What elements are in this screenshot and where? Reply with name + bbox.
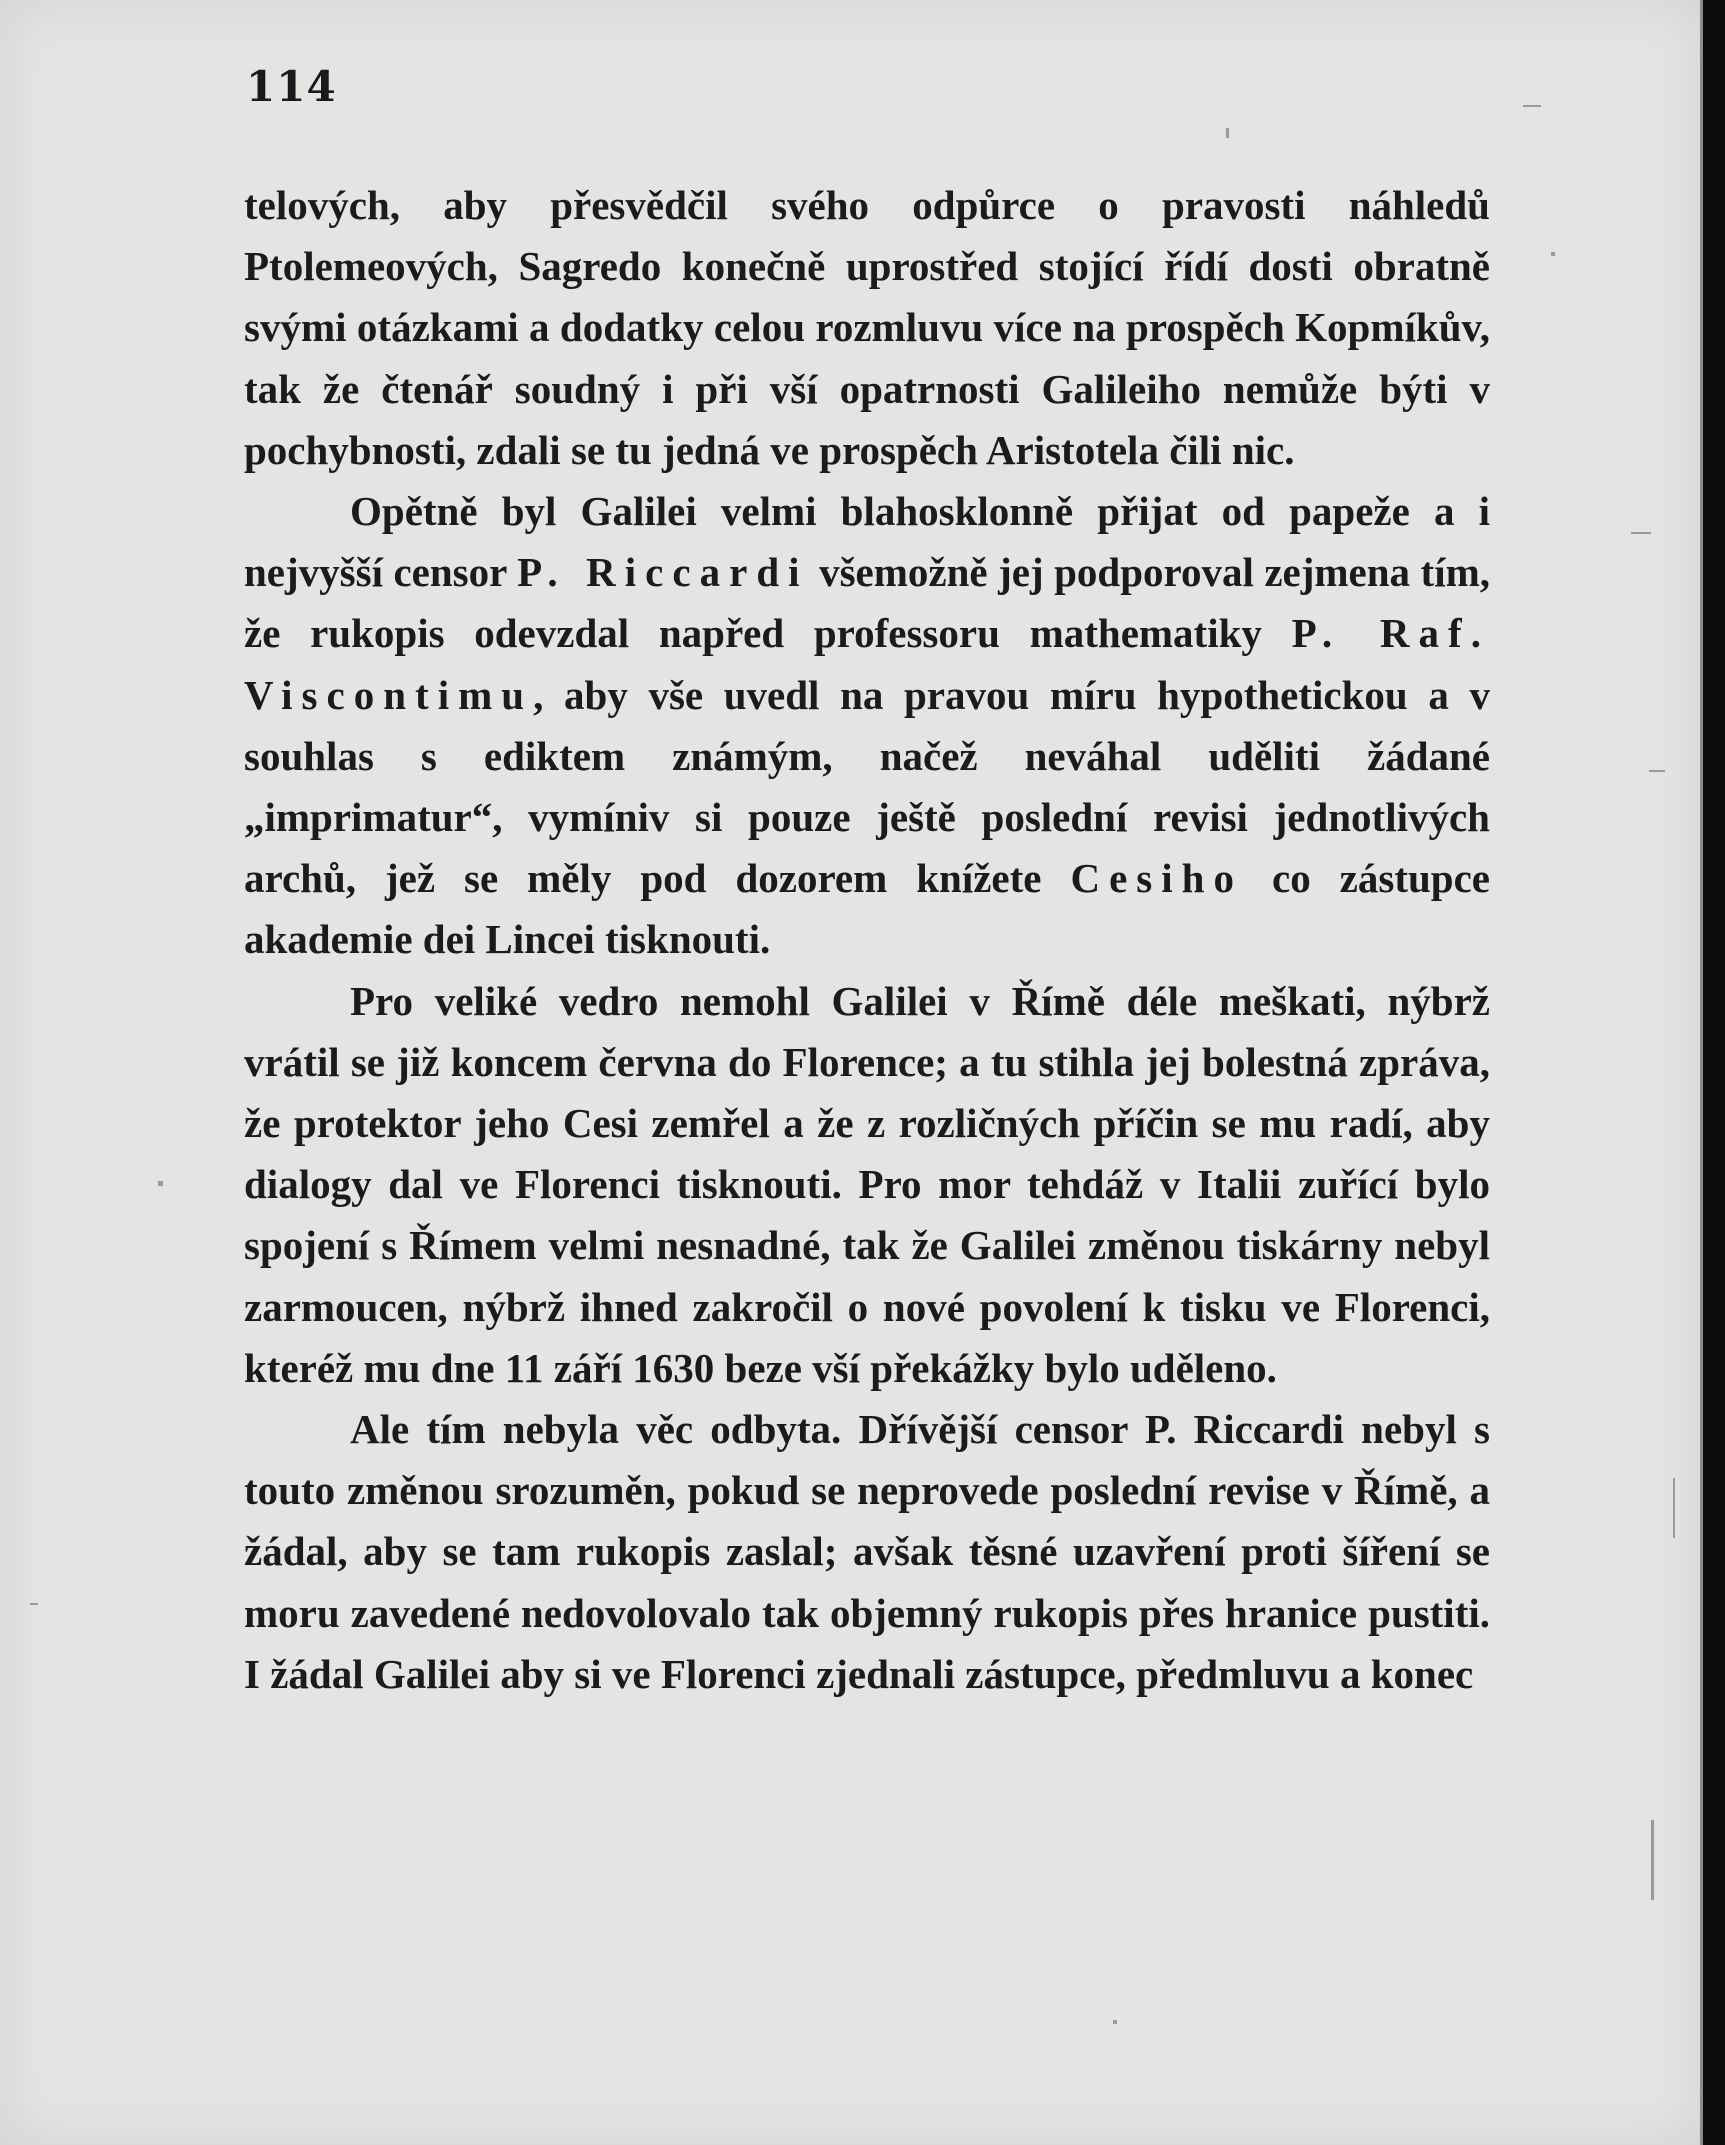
scan-speck bbox=[1523, 105, 1541, 107]
paragraph-4 bbox=[244, 1399, 1490, 1705]
scan-speck bbox=[158, 1181, 163, 1186]
page-number: 114 bbox=[246, 62, 337, 111]
scan-speck bbox=[1113, 2020, 1117, 2024]
scan-speck bbox=[30, 1603, 38, 1605]
text-run: všemožně jej podporoval zejmena tím, že rukopis odevzdal napřed professoru mathematiky bbox=[244, 549, 1490, 657]
scan-speck bbox=[1226, 128, 1229, 138]
scan-border bbox=[1703, 0, 1725, 2145]
text-run: Opětně byl Galilei velmi blahosklonně přijat od papeže a i nejvyšší censor bbox=[244, 488, 1490, 596]
scan-speck bbox=[1551, 252, 1555, 256]
text-run: co zástupce akademie dei Lincei tisknouti. bbox=[244, 855, 1490, 963]
text-run: Pro veliké vedro nemohl Galilei v Římě déle meškati, nýbrž vrátil se již koncem června do Florence; a tu stihla jej bolestná zpráva, že protektor jeho Cesi zemřel a že z rozličných příčin se mu radí, aby dialogy dal ve Florenci tisknouti. Pro mor tehdáž v Italii zuřící bylo spojení s Římem velmi nesnadné, tak že Galilei změnou tiskárny nebyl zarmoucen, nýbrž ihned zakročil o nové povolení k tisku ve Florenci, kteréž mu dne 11 září 1630 beze vší překážky bylo uděleno. bbox=[244, 977, 1490, 1391]
body-text bbox=[244, 175, 1490, 1705]
scan-speck bbox=[1651, 1820, 1654, 1900]
scan-speck bbox=[1649, 770, 1665, 772]
paragraph-1 bbox=[244, 175, 1490, 481]
spaced-name: Cesiho bbox=[1070, 855, 1244, 902]
text-run: telových, aby přesvědčil svého odpůrce o pravosti náhledů Ptolemeových, Sagredo konečně uprostřed stojící řídí dosti obratně svými otázkami a dodatky celou rozmluvu více na prospěch Kopmíkův, tak že čtenář soudný i při vší opatrnosti Galileiho nemůže býti v pochybnosti, zdali se tu jedná ve prospěch Aristotela čili nic. bbox=[244, 182, 1490, 473]
paragraph-2 bbox=[244, 481, 1490, 971]
scan-speck bbox=[1673, 1478, 1675, 1538]
spaced-name: P. Raf. Viscontimu bbox=[244, 610, 1490, 718]
spaced-name: P. Riccardi bbox=[517, 549, 809, 596]
text-run: Ale tím nebyla věc odbyta. Dřívější censor P. Riccardi nebyl s touto změnou srozuměn, pokud se neprovede poslední revise v Římě, a žádal, aby se tam rukopis zaslal; avšak těsné uzavření proti šíření se moru zavedené nedovolovalo tak objemný rukopis přes hranice pustiti. I žádal Galilei aby si ve Florenci zjednali zástupce, předmluvu a konec bbox=[244, 1406, 1490, 1697]
paragraph-3 bbox=[244, 971, 1490, 1399]
scan-speck bbox=[1631, 532, 1651, 534]
text-run: , aby vše uvedl na pravou míru hypothetickou a v souhlas s ediktem známým, načež neváhal uděliti žádané „imprimatur“, vymíniv si pouze ještě poslední revisi jednotlivých archů, jež se měly pod dozorem knížete bbox=[244, 671, 1490, 902]
